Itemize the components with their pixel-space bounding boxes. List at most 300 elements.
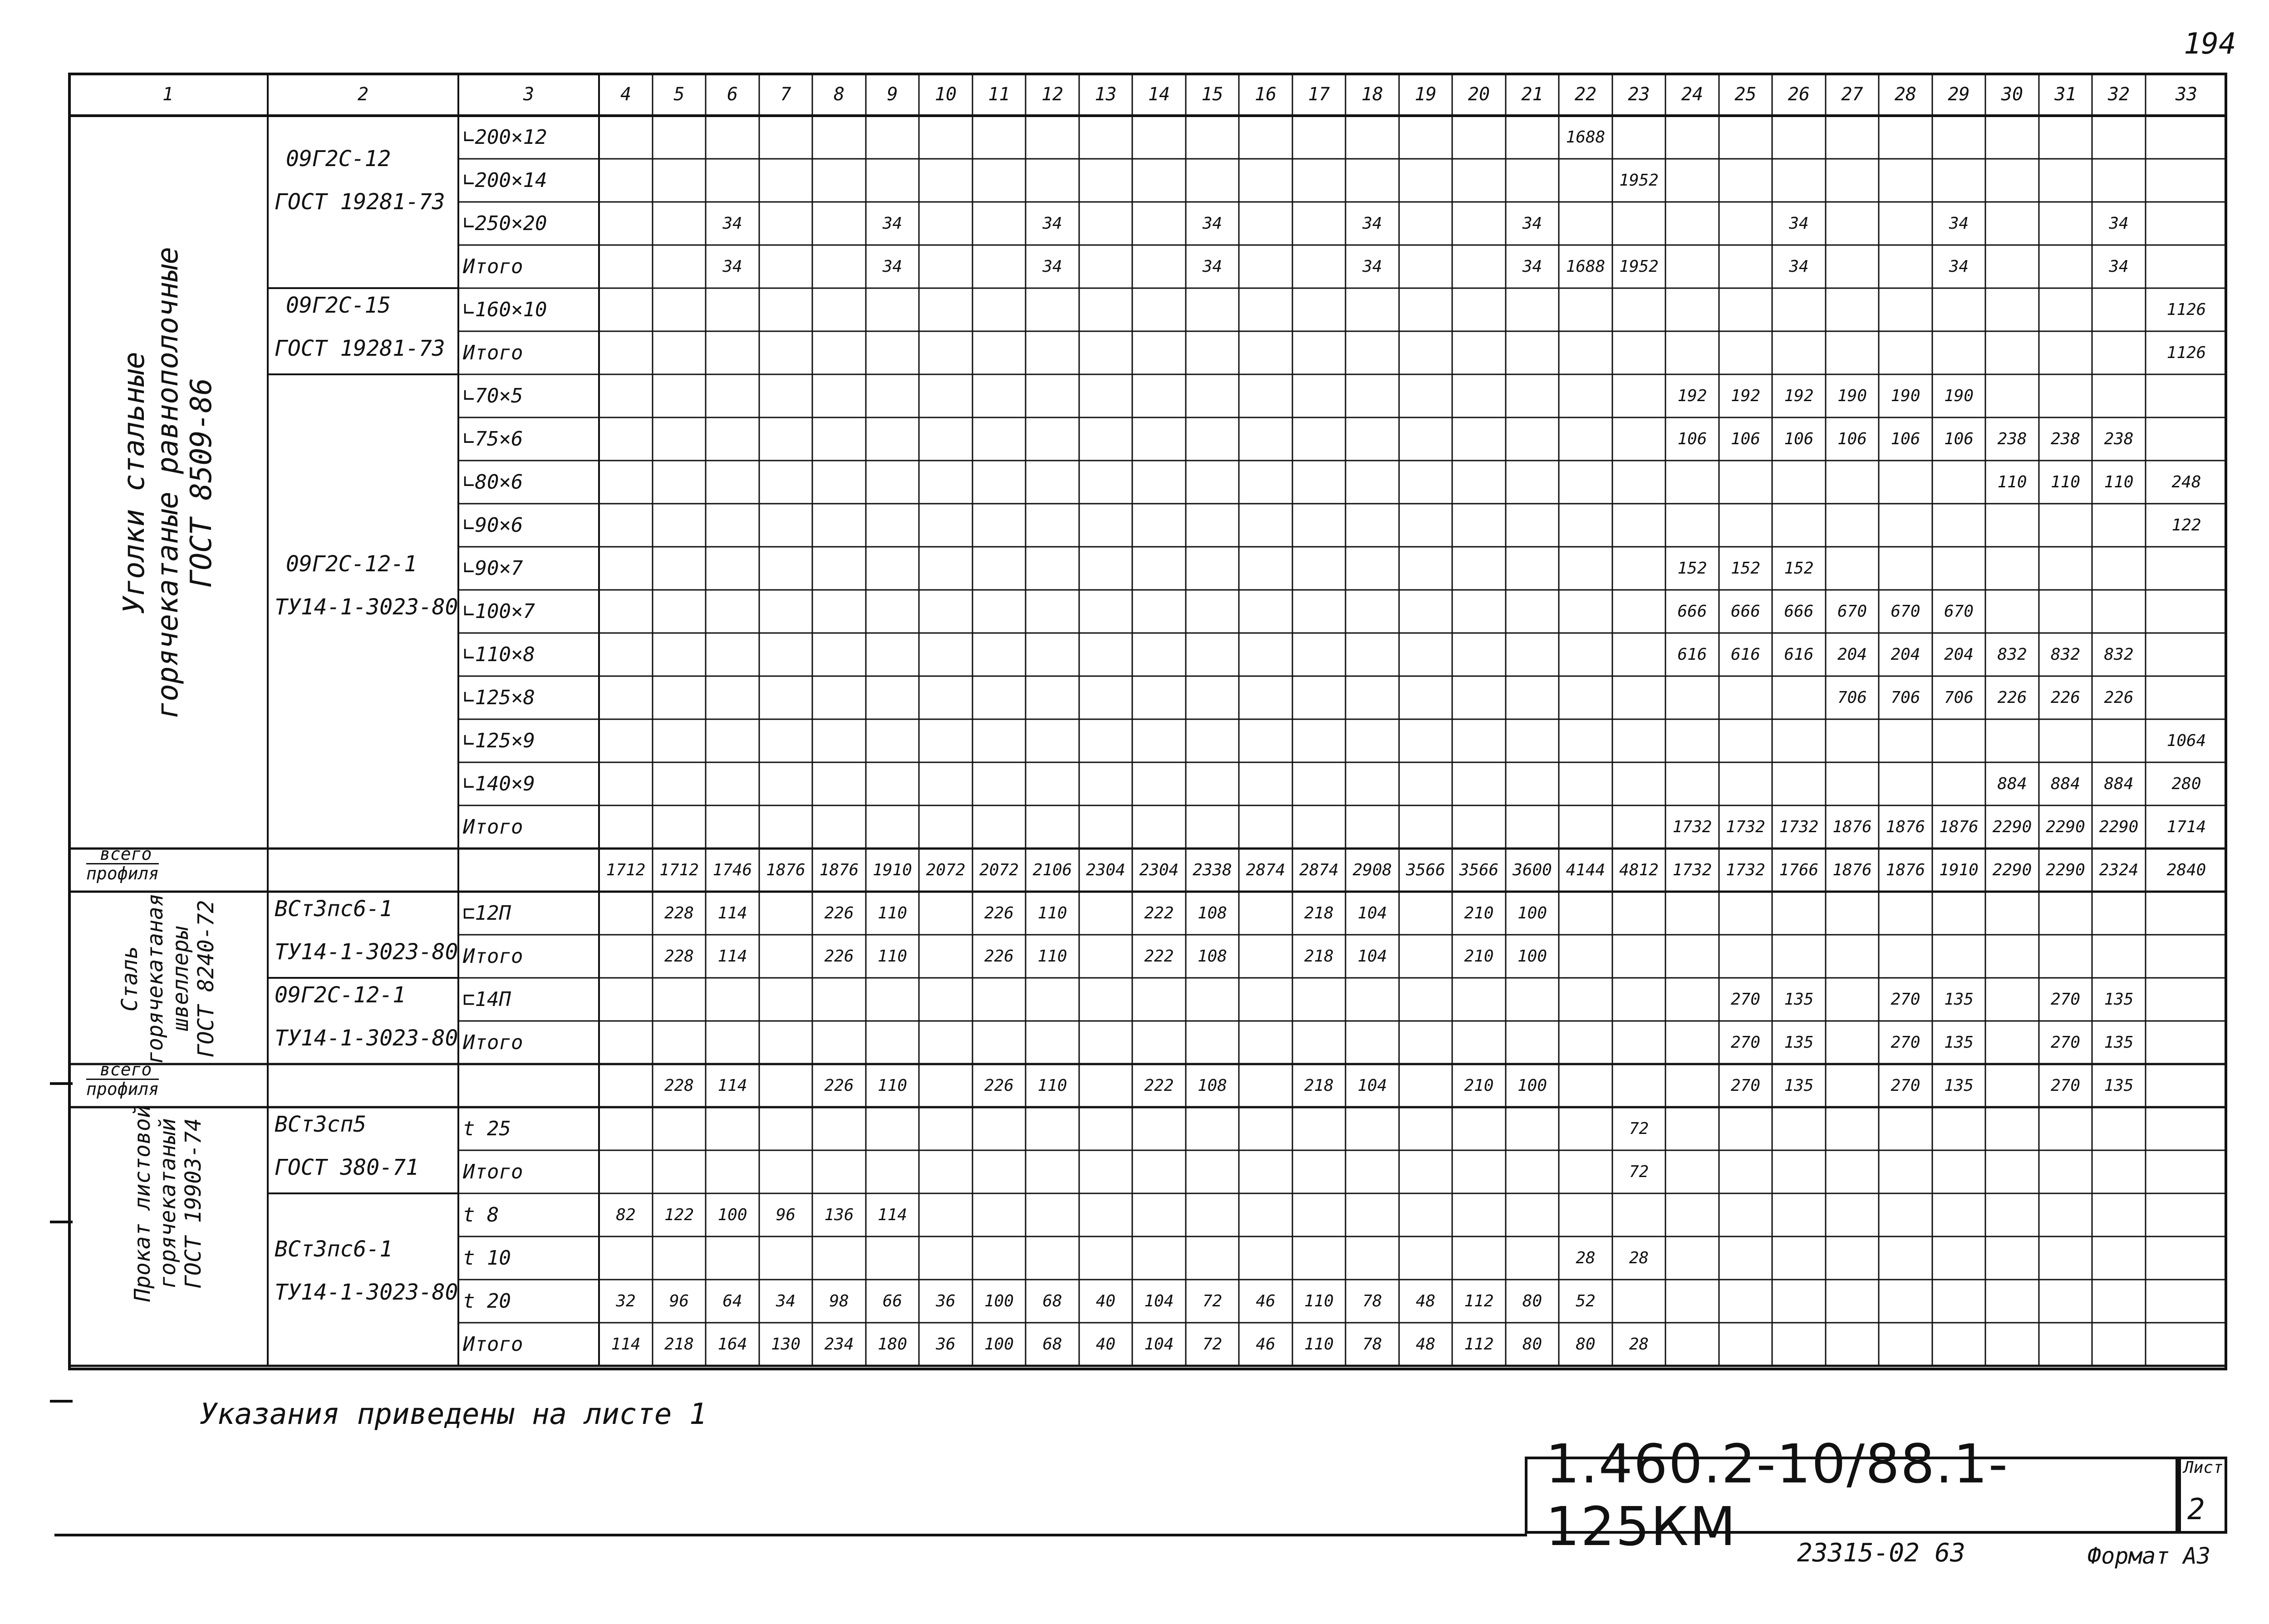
- value-cell: 228: [664, 904, 694, 922]
- value-cell: 228: [664, 1076, 694, 1095]
- column-header: 17: [1308, 83, 1330, 105]
- value-cell: 3566: [1406, 861, 1445, 879]
- value-cell: 106: [1944, 430, 1974, 448]
- value-cell: 226: [2104, 688, 2134, 707]
- value-cell: 52: [1576, 1292, 1596, 1310]
- column-header: 6: [727, 83, 738, 105]
- column-header: 10: [934, 83, 957, 105]
- value-cell: 104: [1357, 1076, 1387, 1095]
- value-cell: 34: [1522, 214, 1542, 233]
- value-cell: 280: [2171, 775, 2201, 793]
- value-cell: 3566: [1459, 861, 1499, 879]
- value-cell: 136: [824, 1206, 854, 1224]
- column-header: 12: [1041, 83, 1064, 105]
- steel-standard: ГОСТ 380-71: [275, 1154, 419, 1180]
- page-number: 194: [2184, 27, 2236, 61]
- profile-cell: ⊏14П: [463, 988, 511, 1011]
- value-cell: 110: [1037, 947, 1067, 966]
- value-cell: 64: [722, 1292, 742, 1310]
- value-cell: 104: [1144, 1335, 1174, 1354]
- value-cell: 204: [1944, 645, 1974, 664]
- column-header: 28: [1894, 83, 1917, 105]
- column-header: 18: [1361, 83, 1384, 105]
- profile-cell: ∟90×6: [463, 514, 523, 537]
- value-cell: 106: [1891, 430, 1920, 448]
- column-header: 3: [523, 83, 535, 105]
- value-cell: 80: [1522, 1335, 1542, 1354]
- value-cell: 46: [1256, 1335, 1276, 1354]
- value-cell: 270: [1730, 1033, 1761, 1052]
- value-cell: 36: [936, 1292, 956, 1310]
- value-cell: 114: [611, 1335, 641, 1354]
- value-cell: 180: [877, 1335, 908, 1354]
- value-cell: 135: [1784, 1033, 1814, 1052]
- value-cell: 238: [2104, 430, 2134, 448]
- value-cell: 108: [1197, 947, 1228, 966]
- margin-tick: [50, 1400, 73, 1403]
- column-header: 4: [620, 83, 632, 105]
- value-cell: 108: [1197, 904, 1228, 922]
- value-cell: 40: [1095, 1335, 1116, 1354]
- document-designation: 1.460.2-10/88.1-125КМ: [1525, 1457, 2178, 1534]
- value-cell: 270: [2050, 1076, 2081, 1095]
- profile-cell: t 20: [463, 1290, 511, 1313]
- profile-cell: ∟80×6: [463, 471, 523, 494]
- value-cell: 226: [824, 947, 854, 966]
- value-cell: 2290: [2046, 818, 2085, 836]
- profile-cell: Итого: [463, 1333, 523, 1356]
- value-cell: 222: [1144, 1076, 1174, 1095]
- value-cell: 270: [2050, 1033, 2081, 1052]
- value-cell: 1712: [659, 861, 699, 879]
- profile-cell: t 8: [463, 1203, 499, 1227]
- value-cell: 2304: [1086, 861, 1125, 879]
- value-cell: 1126: [2166, 343, 2206, 362]
- value-cell: 135: [1944, 1076, 1974, 1095]
- value-cell: 1732: [1779, 818, 1819, 836]
- value-cell: 80: [1522, 1292, 1542, 1310]
- profile-cell: ∟200×12: [463, 126, 547, 149]
- value-cell: 110: [1304, 1292, 1334, 1310]
- column-header: 5: [673, 83, 685, 105]
- column-header: 9: [887, 83, 898, 105]
- value-cell: 130: [771, 1335, 801, 1354]
- column-header: 8: [833, 83, 845, 105]
- profile-cell: ∟250×20: [463, 212, 547, 235]
- value-cell: 48: [1415, 1335, 1436, 1354]
- group-title-plates: Прокат листовой горячекатаный ГОСТ 19903-74: [130, 1104, 206, 1302]
- profile-cell: Итого: [463, 815, 523, 839]
- value-cell: 34: [1789, 257, 1809, 276]
- value-cell: 28: [1629, 1335, 1649, 1354]
- column-header: 21: [1521, 83, 1543, 105]
- group-title-channels: Сталь горячекатаная швеллеры ГОСТ 8240-72: [117, 893, 219, 1064]
- profile-cell: ∟160×10: [463, 298, 547, 321]
- value-cell: 28: [1576, 1249, 1596, 1267]
- value-cell: 110: [877, 904, 908, 922]
- value-cell: 66: [882, 1292, 903, 1310]
- value-cell: 190: [1891, 387, 1920, 405]
- column-header: 16: [1254, 83, 1277, 105]
- value-cell: 72: [1202, 1292, 1223, 1310]
- value-cell: 218: [1304, 1076, 1334, 1095]
- value-cell: 34: [1042, 257, 1062, 276]
- value-cell: 270: [1891, 990, 1920, 1009]
- steel-standard: ТУ14-1-3023-80: [275, 594, 458, 620]
- profile-cell: Итого: [463, 341, 523, 364]
- column-header: 15: [1201, 83, 1223, 105]
- value-cell: 32: [616, 1292, 636, 1310]
- value-cell: 72: [1629, 1163, 1649, 1181]
- value-cell: 2908: [1352, 861, 1392, 879]
- value-cell: 164: [717, 1335, 747, 1354]
- value-cell: 2338: [1193, 861, 1232, 879]
- column-header: 23: [1628, 83, 1650, 105]
- value-cell: 34: [882, 214, 903, 233]
- value-cell: 110: [1997, 473, 2027, 491]
- value-cell: 1876: [766, 861, 805, 879]
- column-header: 11: [988, 83, 1010, 105]
- value-cell: 4144: [1566, 861, 1606, 879]
- value-cell: 104: [1144, 1292, 1174, 1310]
- value-cell: 110: [2104, 473, 2134, 491]
- steel-grade: ВСт3пс6-1: [275, 896, 393, 922]
- value-cell: 34: [1949, 214, 1969, 233]
- value-cell: 34: [1362, 214, 1382, 233]
- value-cell: 2874: [1246, 861, 1286, 879]
- value-cell: 78: [1362, 1335, 1382, 1354]
- bottom-rule: [54, 1534, 1527, 1536]
- column-header: 1: [162, 83, 174, 105]
- value-cell: 2072: [979, 861, 1019, 879]
- steel-grade: ВСт3сп5: [275, 1111, 367, 1137]
- column-header: 2: [357, 83, 369, 105]
- steel-grade: 09Г2С-12-1: [286, 551, 417, 577]
- value-cell: 34: [722, 214, 742, 233]
- value-cell: 110: [877, 1076, 908, 1095]
- value-cell: 226: [984, 904, 1014, 922]
- value-cell: 218: [664, 1335, 694, 1354]
- value-cell: 112: [1464, 1335, 1494, 1354]
- value-cell: 135: [1944, 990, 1974, 1009]
- column-header: 27: [1841, 83, 1863, 105]
- value-cell: 152: [1677, 559, 1707, 578]
- steel-grade: 09Г2С-12: [286, 146, 391, 172]
- value-cell: 2290: [2099, 818, 2139, 836]
- steel-standard: ГОСТ 19281-73: [275, 335, 445, 361]
- value-cell: 1876: [1832, 861, 1872, 879]
- value-cell: 270: [2050, 990, 2081, 1009]
- value-cell: 1126: [2166, 300, 2206, 319]
- profile-cell: Итого: [463, 1160, 523, 1183]
- value-cell: 706: [1891, 688, 1920, 707]
- value-cell: 706: [1837, 688, 1867, 707]
- value-cell: 40: [1095, 1292, 1116, 1310]
- value-cell: 218: [1304, 947, 1334, 966]
- value-cell: 192: [1730, 387, 1761, 405]
- value-cell: 2324: [2099, 861, 2139, 879]
- profile-cell: ⊏12П: [463, 902, 511, 925]
- value-cell: 270: [1730, 1076, 1761, 1095]
- value-cell: 1746: [712, 861, 752, 879]
- value-cell: 666: [1784, 602, 1814, 621]
- value-cell: 210: [1464, 947, 1494, 966]
- value-cell: 238: [1997, 430, 2027, 448]
- value-cell: 1732: [1672, 818, 1712, 836]
- sheet-label: Лист: [2184, 1458, 2223, 1477]
- value-cell: 4812: [1619, 861, 1659, 879]
- value-cell: 226: [824, 904, 854, 922]
- value-cell: 190: [1944, 387, 1974, 405]
- profile-cell: t 25: [463, 1117, 511, 1140]
- value-cell: 100: [1517, 947, 1547, 966]
- value-cell: 110: [1037, 904, 1067, 922]
- value-cell: 34: [722, 257, 742, 276]
- value-cell: 270: [1891, 1033, 1920, 1052]
- value-cell: 135: [2104, 990, 2134, 1009]
- value-cell: 72: [1629, 1119, 1649, 1138]
- value-cell: 270: [1891, 1076, 1920, 1095]
- value-cell: 34: [2109, 214, 2129, 233]
- value-cell: 122: [664, 1206, 694, 1224]
- profile-cell: ∟90×7: [463, 557, 523, 580]
- value-cell: 1732: [1672, 861, 1712, 879]
- value-cell: 34: [1522, 257, 1542, 276]
- value-cell: 616: [1730, 645, 1761, 664]
- value-cell: 68: [1042, 1335, 1062, 1354]
- value-cell: 122: [2171, 516, 2201, 535]
- value-cell: 34: [1789, 214, 1809, 233]
- value-cell: 270: [1730, 990, 1761, 1009]
- value-cell: 2874: [1299, 861, 1339, 879]
- value-cell: 1952: [1619, 171, 1659, 190]
- value-cell: 106: [1730, 430, 1761, 448]
- value-cell: 1952: [1619, 257, 1659, 276]
- value-cell: 98: [829, 1292, 849, 1310]
- value-cell: 34: [776, 1292, 796, 1310]
- value-cell: 100: [984, 1335, 1014, 1354]
- value-cell: 210: [1464, 1076, 1494, 1095]
- value-cell: 1712: [606, 861, 646, 879]
- value-cell: 48: [1415, 1292, 1436, 1310]
- profile-cell: ∟75×6: [463, 427, 523, 451]
- value-cell: 1910: [1939, 861, 1979, 879]
- value-cell: 34: [1042, 214, 1062, 233]
- value-cell: 670: [1944, 602, 1974, 621]
- steel-standard: ТУ14-1-3023-80: [275, 1025, 458, 1051]
- profile-cell: Итого: [463, 255, 523, 278]
- value-cell: 1876: [1886, 818, 1925, 836]
- column-header: 25: [1734, 83, 1757, 105]
- column-header: 33: [2175, 83, 2198, 105]
- value-cell: 135: [2104, 1033, 2134, 1052]
- value-cell: 46: [1256, 1292, 1276, 1310]
- value-cell: 110: [1304, 1335, 1334, 1354]
- profile-cell: Итого: [463, 945, 523, 968]
- value-cell: 1876: [1886, 861, 1925, 879]
- value-cell: 248: [2171, 473, 2201, 491]
- value-cell: 1688: [1566, 257, 1606, 276]
- value-cell: 238: [2050, 430, 2081, 448]
- value-cell: 114: [877, 1206, 908, 1224]
- value-cell: 135: [1784, 990, 1814, 1009]
- value-cell: 226: [984, 1076, 1014, 1095]
- value-cell: 832: [2104, 645, 2134, 664]
- value-cell: 28: [1629, 1249, 1649, 1267]
- total-profile-label: всего профиля: [86, 844, 159, 883]
- value-cell: 204: [1837, 645, 1867, 664]
- value-cell: 34: [1202, 257, 1223, 276]
- value-cell: 666: [1730, 602, 1761, 621]
- value-cell: 666: [1677, 602, 1707, 621]
- profile-cell: ∟125×8: [463, 686, 535, 709]
- steel-standard: ТУ14-1-3023-80: [275, 939, 458, 965]
- profile-cell: ∟140×9: [463, 772, 535, 795]
- value-cell: 2106: [1032, 861, 1072, 879]
- value-cell: 884: [2104, 775, 2134, 793]
- value-cell: 96: [669, 1292, 689, 1310]
- value-cell: 1688: [1566, 128, 1606, 147]
- value-cell: 100: [1517, 904, 1547, 922]
- value-cell: 670: [1891, 602, 1920, 621]
- column-header: 32: [2107, 83, 2130, 105]
- column-header: 29: [1948, 83, 1970, 105]
- value-cell: 192: [1677, 387, 1707, 405]
- value-cell: 100: [1517, 1076, 1547, 1095]
- profile-cell: t 10: [463, 1246, 511, 1270]
- value-cell: 135: [1784, 1076, 1814, 1095]
- profile-cell: Итого: [463, 1031, 523, 1054]
- value-cell: 80: [1576, 1335, 1596, 1354]
- value-cell: 110: [877, 947, 908, 966]
- value-cell: 706: [1944, 688, 1974, 707]
- value-cell: 1766: [1779, 861, 1819, 879]
- value-cell: 222: [1144, 947, 1174, 966]
- total-profile-label: всего профиля: [86, 1060, 159, 1099]
- value-cell: 106: [1784, 430, 1814, 448]
- steel-grade: 09Г2С-12-1: [275, 982, 406, 1008]
- value-cell: 192: [1784, 387, 1814, 405]
- column-header: 26: [1788, 83, 1810, 105]
- value-cell: 1876: [819, 861, 859, 879]
- value-cell: 135: [1944, 1033, 1974, 1052]
- value-cell: 100: [984, 1292, 1014, 1310]
- value-cell: 884: [1997, 775, 2027, 793]
- steel-standard: ГОСТ 19281-73: [275, 189, 445, 215]
- value-cell: 114: [717, 1076, 747, 1095]
- value-cell: 82: [616, 1206, 636, 1224]
- sheet-number: 2: [2187, 1493, 2205, 1526]
- value-cell: 34: [2109, 257, 2129, 276]
- value-cell: 2840: [2166, 861, 2206, 879]
- value-cell: 832: [2050, 645, 2081, 664]
- value-cell: 106: [1677, 430, 1707, 448]
- value-cell: 228: [664, 947, 694, 966]
- value-cell: 34: [1202, 214, 1223, 233]
- value-cell: 884: [2050, 775, 2081, 793]
- value-cell: 226: [984, 947, 1014, 966]
- profile-cell: ∟100×7: [463, 600, 535, 623]
- value-cell: 218: [1304, 904, 1334, 922]
- value-cell: 2290: [2046, 861, 2085, 879]
- value-cell: 100: [717, 1206, 747, 1224]
- value-cell: 1714: [2166, 818, 2206, 836]
- value-cell: 222: [1144, 904, 1174, 922]
- profile-cell: ∟200×14: [463, 169, 547, 192]
- value-cell: 226: [824, 1076, 854, 1095]
- value-cell: 135: [2104, 1076, 2134, 1095]
- value-cell: 152: [1730, 559, 1761, 578]
- column-header: 20: [1468, 83, 1490, 105]
- value-cell: 108: [1197, 1076, 1228, 1095]
- value-cell: 190: [1837, 387, 1867, 405]
- value-cell: 204: [1891, 645, 1920, 664]
- inventory-number: 23315-02 63: [1797, 1538, 1965, 1568]
- value-cell: 34: [882, 257, 903, 276]
- column-header: 30: [2001, 83, 2023, 105]
- value-cell: 104: [1357, 904, 1387, 922]
- value-cell: 106: [1837, 430, 1867, 448]
- value-cell: 36: [936, 1335, 956, 1354]
- column-header: 19: [1414, 83, 1437, 105]
- value-cell: 1732: [1726, 818, 1765, 836]
- value-cell: 1910: [873, 861, 912, 879]
- value-cell: 616: [1784, 645, 1814, 664]
- value-cell: 78: [1362, 1292, 1382, 1310]
- value-cell: 210: [1464, 904, 1494, 922]
- group-title-angles: Уголки стальные горячекатаные равнополочные ГОСТ 8509-86: [118, 246, 218, 719]
- value-cell: 104: [1357, 947, 1387, 966]
- column-header: 7: [780, 83, 791, 105]
- value-cell: 1064: [2166, 731, 2206, 750]
- value-cell: 2072: [926, 861, 966, 879]
- value-cell: 34: [1949, 257, 1969, 276]
- column-header: 14: [1148, 83, 1170, 105]
- paper-format: Формат А3: [2087, 1543, 2210, 1569]
- steel-grade: ВСт3пс6-1: [275, 1236, 393, 1262]
- value-cell: 110: [1037, 1076, 1067, 1095]
- value-cell: 226: [1997, 688, 2027, 707]
- steel-standard: ТУ14-1-3023-80: [275, 1280, 458, 1305]
- note-text: Указания приведены на листе 1: [200, 1398, 707, 1431]
- profile-cell: ∟70×5: [463, 384, 523, 407]
- value-cell: 3600: [1513, 861, 1552, 879]
- value-cell: 832: [1997, 645, 2027, 664]
- profile-cell: ∟110×8: [463, 643, 535, 666]
- value-cell: 114: [717, 947, 747, 966]
- column-header: 31: [2054, 83, 2077, 105]
- value-cell: 72: [1202, 1335, 1223, 1354]
- steel-grade: 09Г2С-15: [286, 292, 391, 318]
- value-cell: 616: [1677, 645, 1707, 664]
- value-cell: 234: [824, 1335, 854, 1354]
- value-cell: 96: [776, 1206, 796, 1224]
- value-cell: 1876: [1939, 818, 1979, 836]
- value-cell: 670: [1837, 602, 1867, 621]
- value-cell: 114: [717, 904, 747, 922]
- profile-cell: ∟125×9: [463, 729, 535, 752]
- value-cell: 152: [1784, 559, 1814, 578]
- value-cell: 2290: [1992, 861, 2032, 879]
- value-cell: 2290: [1992, 818, 2032, 836]
- value-cell: 226: [2050, 688, 2081, 707]
- column-header: 22: [1574, 83, 1597, 105]
- value-cell: 1732: [1726, 861, 1765, 879]
- value-cell: 68: [1042, 1292, 1062, 1310]
- column-header: 24: [1681, 83, 1704, 105]
- column-header: 13: [1095, 83, 1117, 105]
- value-cell: 112: [1464, 1292, 1494, 1310]
